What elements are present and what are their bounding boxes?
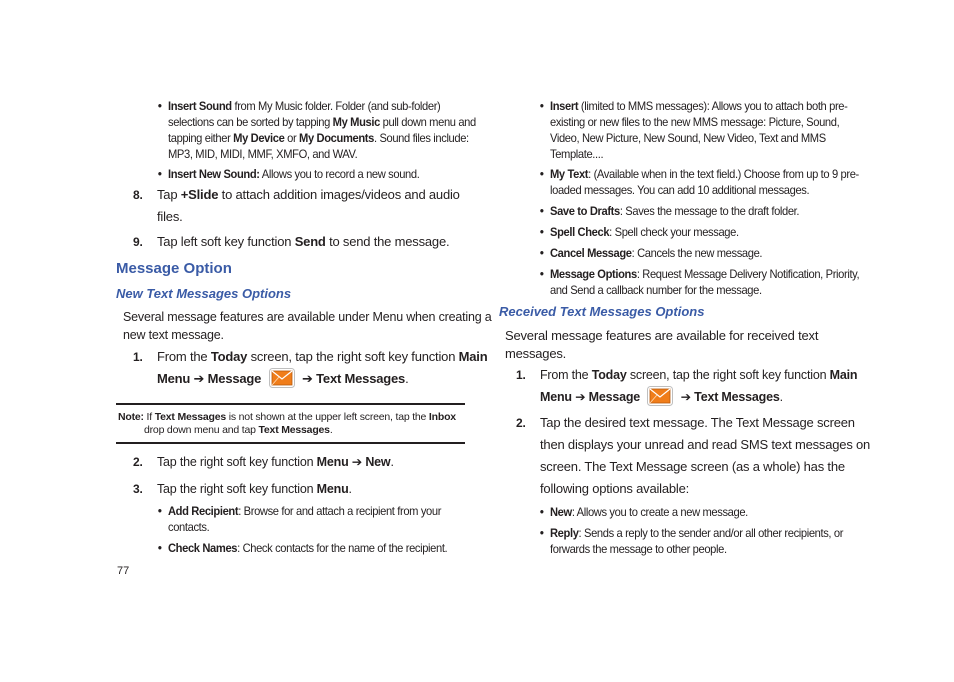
subsection-title: New Text Messages Options bbox=[116, 286, 292, 301]
bullet-spell-check: • Spell Check: Spell check your message. bbox=[539, 224, 739, 239]
bullet-dot: • bbox=[539, 203, 544, 218]
bullet-message-options: • Message Options: Request Message Delivery Notification, Priority, and Send a callback number for the message. bbox=[539, 266, 860, 297]
bullet-check-names: • Check Names: Check contacts for the name of the recipient. bbox=[157, 540, 448, 555]
note-bottom-rule bbox=[116, 442, 465, 444]
bullet-reply: • Reply: Sends a reply to the sender and/or all other recipients, or forwards the message to other people. bbox=[539, 525, 844, 556]
bullet-dot: • bbox=[539, 98, 544, 113]
step-8: 8. Tap +Slide to attach addition images/videos and audio files. bbox=[133, 187, 460, 224]
step-1-right: 1. From the Today screen, tap the right soft key function Main Menu ➔ Message ➔ Text Messages. bbox=[516, 368, 858, 404]
step-2-right: 2. Tap the desired text message. The Text Message screen then displays your unread and read SMS text messages on screen. The Text Message screen (as a whole) has the following options available: bbox=[516, 415, 871, 496]
bullet-new: • New: Allows you to create a new message. bbox=[539, 504, 748, 519]
bullet-dot: • bbox=[539, 266, 544, 281]
intro-paragraph: Several message features are available under Menu when creating a new text message. bbox=[123, 310, 492, 342]
bullet-dot: • bbox=[157, 540, 162, 555]
bullet-insert: • Insert (limited to MMS messages): Allows you to attach both pre- existing or new files to the new MMS message: Picture, Sound, Video, New Picture, New Sound, New Video, Text and MMS Template.... bbox=[539, 98, 848, 161]
bullet-insert-new-sound: • Insert New Sound: Allows you to record a new sound. bbox=[157, 166, 420, 181]
bullet-dot: • bbox=[539, 224, 544, 239]
message-envelope-icon bbox=[269, 368, 295, 388]
bullet-dot: • bbox=[157, 503, 162, 518]
step-1-left: 1. From the Today screen, tap the right soft key function Main Menu ➔ Message ➔ Text Messages. bbox=[133, 349, 488, 386]
intro-paragraph-received: Several message features are available for received text messages. bbox=[505, 328, 819, 361]
note-box: Note: If Text Messages is not shown at the upper left screen, tap the Inbox drop down menu and tap Text Messages. bbox=[118, 411, 456, 436]
bullet-dot: • bbox=[539, 245, 544, 260]
bullet-cancel-message: • Cancel Message: Cancels the new message. bbox=[539, 245, 763, 260]
bullet-add-recipient: • Add Recipient: Browse for and attach a recipient from your contacts. bbox=[157, 503, 442, 534]
bullet-dot: • bbox=[539, 525, 544, 540]
section-title: Message Option bbox=[116, 260, 232, 277]
bullet-save-to-drafts: • Save to Drafts: Saves the message to the draft folder. bbox=[539, 203, 800, 218]
bullet-insert-sound: • Insert Sound from My Music folder. Folder (and sub-folder) selections can be sorted by tapping My Music pull down menu and tapping either My Device or My Documents. Sound files include: MP3, MID, MIDI, MMF, XMFO, and WAV. bbox=[157, 98, 476, 161]
bullet-dot: • bbox=[157, 98, 162, 113]
bullet-dot: • bbox=[539, 504, 544, 519]
step-2-left: 2. Tap the right soft key function Menu ➔ New. bbox=[133, 455, 394, 469]
note-top-rule bbox=[116, 403, 465, 405]
step-9: 9. Tap left soft key function Send to send the message. bbox=[133, 234, 450, 249]
subsection-title-received: Received Text Messages Options bbox=[499, 304, 705, 319]
bullet-my-text: • My Text: (Available when in the text field.) Choose from up to 9 pre- loaded messages. You can add 10 additional messages. bbox=[539, 166, 859, 197]
message-envelope-icon bbox=[647, 386, 673, 406]
page-number: 77 bbox=[117, 565, 130, 577]
bullet-dot: • bbox=[539, 166, 544, 181]
step-3-left: 3. Tap the right soft key function Menu. bbox=[133, 482, 352, 496]
bullet-dot: • bbox=[157, 166, 162, 181]
